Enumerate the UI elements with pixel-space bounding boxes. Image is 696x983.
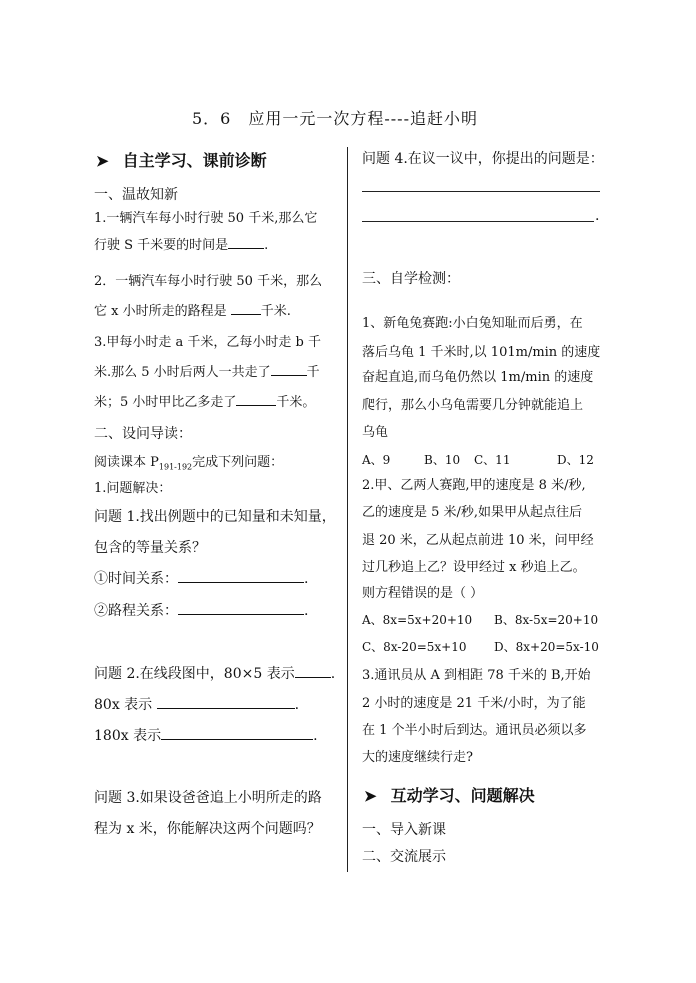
interactive-item-1: 一、导入新课: [362, 822, 446, 838]
test1-option-c: C、11: [474, 453, 511, 467]
interactive-item-2: 二、交流展示: [362, 849, 446, 865]
answer-blank[interactable]: [178, 600, 304, 615]
part2-title: 二、设问导读：: [94, 426, 192, 442]
test1-option-a: A、9: [362, 453, 391, 467]
test3-line4: 大的速度继续行走?: [362, 750, 473, 765]
solve-title: 1.问题解决：: [94, 481, 172, 496]
answer-blank[interactable]: [271, 361, 307, 376]
page-title: 5．6 应用一元一次方程----追赶小明: [192, 109, 478, 128]
test2-line5: 则方程错误的是（ ）: [362, 586, 484, 601]
q3-line2: 米.那么 5 小时后两人一共走了 千: [94, 361, 320, 380]
test1-line3: 奋起直追,而乌龟仍然以 1m/min 的速度: [362, 370, 594, 385]
problem2-180x: 180x 表示 .: [94, 725, 318, 745]
column-divider: [347, 147, 348, 872]
answer-line[interactable]: [362, 191, 600, 192]
test2-line3: 退 20 米，乙从起点前进 10 米，问甲经: [362, 533, 594, 548]
test3-line3: 在 1 个半小时后到达。通讯员必须以多: [362, 723, 587, 738]
part1-title: 一、温故知新: [94, 187, 178, 203]
answer-blank[interactable]: [157, 694, 295, 709]
part3-title: 三、自学检测：: [362, 271, 460, 287]
answer-blank[interactable]: [161, 725, 313, 740]
test2-option-b: B、8x-5x=20+10: [494, 613, 599, 627]
test2-line1: 2.甲、乙两人赛跑,甲的速度是 8 米/秒,: [362, 478, 586, 493]
test2-line4: 过几秒追上乙？设甲经过 x 秒追上乙。: [362, 560, 586, 575]
test2-option-c: C、8x-20=5x+10: [362, 640, 467, 654]
q1-line2: 行驶 S 千米要的时间是 .: [94, 234, 268, 253]
test1-line4: 爬行，那么小乌龟需要几分钟就能追上: [362, 398, 584, 413]
test2-option-a: A、8x=5x+20+10: [362, 613, 473, 627]
arrow-bullet-icon: ➤: [96, 152, 109, 170]
answer-blank[interactable]: [178, 568, 304, 583]
test1-option-d: D、12: [557, 453, 594, 467]
q2-line1: 2．一辆汽车每小时行驶 50 千米，那么: [94, 274, 323, 289]
problem3-line1: 问题 3.如果设爸爸追上小明所走的路: [94, 790, 322, 806]
q3-line3: 米；5 小时甲比乙多走了 千米。: [94, 391, 315, 410]
q1-line1: 1.一辆汽车每小时行驶 50 千米,那么它: [94, 211, 318, 226]
test1-line5: 乌龟: [362, 425, 389, 440]
answer-blank[interactable]: [231, 300, 261, 315]
test2-option-d: D、8x+20=5x-10: [494, 640, 599, 654]
test1-line2: 落后乌龟 1 千米时,以 101m/min 的速度: [362, 345, 601, 360]
answer-blank[interactable]: [295, 663, 331, 678]
arrow-bullet-icon: ➤: [364, 787, 377, 805]
test3-line1: 3.通讯员从 A 到相距 78 千米的 B,开始: [362, 668, 591, 683]
test1-option-b: B、10: [424, 453, 461, 467]
problem2-80x: 80x 表示 .: [94, 694, 299, 714]
test1-line1: 1、新龟兔赛跑:小白兔知耻而后勇，在: [362, 316, 583, 331]
answer-blank[interactable]: [236, 391, 276, 406]
q2-line2: 它 x 小时所走的路程是 千米.: [94, 300, 291, 319]
q3-line1: 3.甲每小时走 a 千米，乙每小时走 b 千: [94, 335, 322, 350]
answer-line[interactable]: [362, 221, 594, 222]
period-mark: .: [595, 208, 600, 224]
distance-relation: ②路程关系： .: [94, 600, 308, 620]
problem3-line2: 程为 x 米，你能解决这两个问题吗？: [94, 821, 321, 837]
problem1-line1: 问题 1.找出例题中的已知量和未知量，: [94, 509, 336, 525]
problem4-line: 问题 4.在议一议中，你提出的问题是：: [362, 151, 604, 167]
problem1-line2: 包含的等量关系？: [94, 540, 206, 556]
section-heading-interactive: ➤ 互动学习、问题解决: [364, 786, 535, 805]
problem2-line: 问题 2.在线段图中，80×5 表示 .: [94, 663, 335, 683]
answer-blank[interactable]: [228, 234, 264, 249]
test3-line2: 2 小时的速度是 21 千米/小时，为了能: [362, 696, 586, 711]
reading-instruction: 阅读课本 $P_{191-192}$完成下列问题：: [94, 455, 284, 472]
time-relation: ①时间关系： .: [94, 568, 308, 588]
section-heading-self-study: ➤ 自主学习、课前诊断: [96, 151, 267, 170]
test2-line2: 乙的速度是 5 米/秒,如果甲从起点往后: [362, 505, 583, 520]
